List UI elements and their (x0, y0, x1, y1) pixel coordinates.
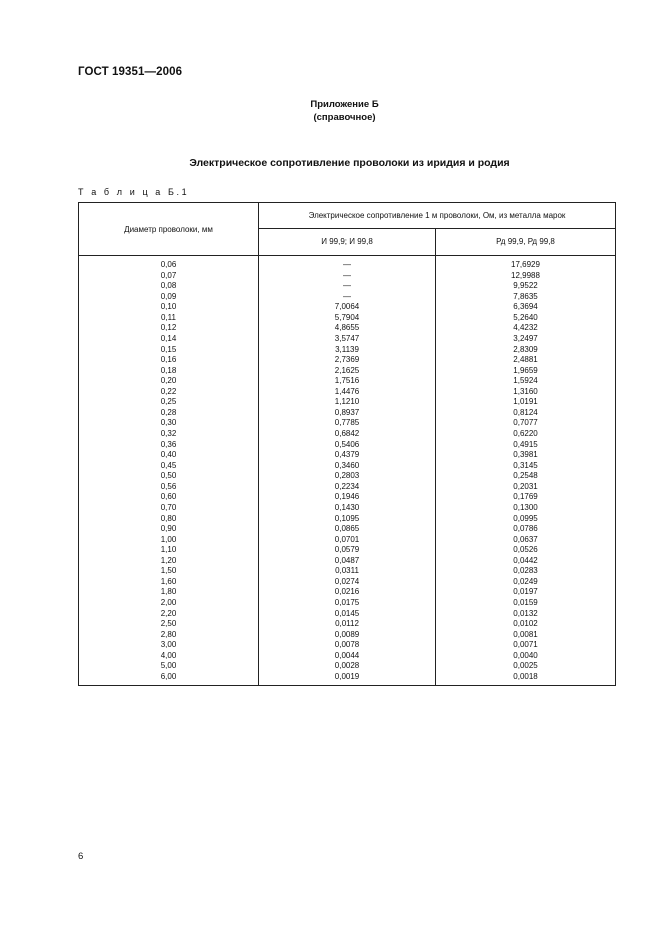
cell-diameter: 0,12 (79, 323, 259, 334)
cell-rhodium-resistance: 1,3160 (436, 387, 616, 398)
table-row (79, 587, 616, 598)
table-row (79, 302, 616, 313)
cell-iridium-resistance: 0,8937 (259, 408, 436, 419)
appendix-title: Приложение Б (310, 99, 379, 110)
cell-diameter: 1,10 (79, 545, 259, 556)
cell-rhodium-resistance: 0,0283 (436, 566, 616, 577)
cell-iridium-resistance: 0,0044 (259, 651, 436, 662)
cell-rhodium-resistance: 0,0040 (436, 651, 616, 662)
cell-diameter: 0,09 (79, 292, 259, 303)
cell-rhodium-resistance: 0,7077 (436, 418, 616, 429)
cell-iridium-resistance: — (259, 281, 436, 292)
cell-iridium-resistance: 3,1139 (259, 345, 436, 356)
cell-rhodium-resistance: 0,0102 (436, 619, 616, 630)
cell-diameter: 0,18 (79, 366, 259, 377)
cell-iridium-resistance: 0,0175 (259, 598, 436, 609)
cell-iridium-resistance: 0,1946 (259, 492, 436, 503)
cell-iridium-resistance: 0,0089 (259, 630, 436, 641)
cell-diameter: 0,07 (79, 271, 259, 282)
cell-diameter: 0,32 (79, 429, 259, 440)
document-title (0, 157, 661, 169)
cell-iridium-resistance: 0,0311 (259, 566, 436, 577)
cell-diameter: 5,00 (79, 661, 259, 672)
table-row (79, 672, 616, 685)
cell-diameter: 0,14 (79, 334, 259, 345)
cell-iridium-resistance: 4,8655 (259, 323, 436, 334)
cell-rhodium-resistance: 0,0786 (436, 524, 616, 535)
header-resistance-group: Электрическое сопротивление 1 м проволоки, Ом, из металла марок (259, 203, 616, 229)
cell-rhodium-resistance: 0,0995 (436, 514, 616, 525)
table-row (79, 408, 616, 419)
cell-rhodium-resistance: 0,0526 (436, 545, 616, 556)
cell-iridium-resistance: 1,7516 (259, 376, 436, 387)
cell-iridium-resistance: 0,0579 (259, 545, 436, 556)
table-row (79, 566, 616, 577)
cell-diameter: 0,80 (79, 514, 259, 525)
cell-rhodium-resistance: 0,0132 (436, 609, 616, 620)
cell-diameter: 0,22 (79, 387, 259, 398)
table-row (79, 397, 616, 408)
cell-rhodium-resistance: 5,2640 (436, 313, 616, 324)
table-row (79, 577, 616, 588)
cell-diameter: 1,20 (79, 556, 259, 567)
cell-rhodium-resistance: 7,8635 (436, 292, 616, 303)
cell-iridium-resistance: 5,7904 (259, 313, 436, 324)
cell-diameter: 1,50 (79, 566, 259, 577)
document-title-text: Электрическое сопротивление проволоки из иридия и родия (189, 157, 510, 169)
cell-diameter: 3,00 (79, 640, 259, 651)
table-row (79, 450, 616, 461)
cell-diameter: 0,28 (79, 408, 259, 419)
page-number: 6 (78, 851, 84, 862)
table-row (79, 661, 616, 672)
cell-rhodium-resistance: 0,0081 (436, 630, 616, 641)
cell-iridium-resistance: 0,0028 (259, 661, 436, 672)
cell-diameter: 0,36 (79, 440, 259, 451)
cell-rhodium-resistance: 0,0442 (436, 556, 616, 567)
table-row (79, 598, 616, 609)
cell-diameter: 0,10 (79, 302, 259, 313)
table-row (79, 313, 616, 324)
cell-diameter: 0,60 (79, 492, 259, 503)
header-iridium: И 99,9; И 99,8 (259, 228, 436, 255)
table-row (79, 355, 616, 366)
cell-iridium-resistance: 1,1210 (259, 397, 436, 408)
cell-rhodium-resistance: 0,1769 (436, 492, 616, 503)
cell-diameter: 2,00 (79, 598, 259, 609)
cell-diameter: 6,00 (79, 672, 259, 685)
header-rhodium: Рд 99,9, Рд 99,8 (436, 228, 616, 255)
cell-rhodium-resistance: 0,3145 (436, 461, 616, 472)
cell-rhodium-resistance: 4,4232 (436, 323, 616, 334)
table-row (79, 524, 616, 535)
table-row (79, 471, 616, 482)
cell-diameter: 4,00 (79, 651, 259, 662)
table-row (79, 334, 616, 345)
table-row (79, 292, 616, 303)
cell-iridium-resistance: 0,0865 (259, 524, 436, 535)
cell-diameter: 0,50 (79, 471, 259, 482)
table-row (79, 545, 616, 556)
cell-iridium-resistance: 7,0064 (259, 302, 436, 313)
table-row (79, 461, 616, 472)
cell-rhodium-resistance: 2,8309 (436, 345, 616, 356)
header-diameter: Диаметр проволоки, мм (79, 203, 259, 256)
cell-iridium-resistance: 0,7785 (259, 418, 436, 429)
cell-iridium-resistance: 0,0701 (259, 535, 436, 546)
table-row (79, 619, 616, 630)
standard-number: ГОСТ 19351—2006 (78, 66, 183, 78)
cell-rhodium-resistance: 0,0159 (436, 598, 616, 609)
cell-iridium-resistance: 0,3460 (259, 461, 436, 472)
cell-diameter: 0,25 (79, 397, 259, 408)
cell-rhodium-resistance: 0,0018 (436, 672, 616, 685)
cell-diameter: 0,16 (79, 355, 259, 366)
table-row (79, 492, 616, 503)
cell-rhodium-resistance: 0,8124 (436, 408, 616, 419)
cell-iridium-resistance: 0,5406 (259, 440, 436, 451)
cell-diameter: 0,70 (79, 503, 259, 514)
appendix-note: (справочное) (313, 112, 376, 123)
cell-rhodium-resistance: 0,0197 (436, 587, 616, 598)
cell-rhodium-resistance: 2,4881 (436, 355, 616, 366)
cell-rhodium-resistance: 1,5924 (436, 376, 616, 387)
cell-rhodium-resistance: 0,0637 (436, 535, 616, 546)
cell-diameter: 0,30 (79, 418, 259, 429)
table-row (79, 271, 616, 282)
cell-diameter: 2,50 (79, 619, 259, 630)
cell-rhodium-resistance: 3,2497 (436, 334, 616, 345)
appendix-heading (0, 98, 661, 124)
cell-iridium-resistance: 0,0274 (259, 577, 436, 588)
resistance-table (78, 202, 616, 686)
cell-rhodium-resistance: 0,0025 (436, 661, 616, 672)
table-row (79, 482, 616, 493)
table-row (79, 630, 616, 641)
table-label: Т а б л и ц а Б.1 (78, 187, 190, 197)
cell-iridium-resistance: 0,4379 (259, 450, 436, 461)
cell-iridium-resistance: — (259, 292, 436, 303)
cell-diameter: 0,45 (79, 461, 259, 472)
table-row (79, 345, 616, 356)
table-row (79, 429, 616, 440)
cell-iridium-resistance: 0,0216 (259, 587, 436, 598)
cell-rhodium-resistance: 1,0191 (436, 397, 616, 408)
cell-rhodium-resistance: 12,9988 (436, 271, 616, 282)
table-row (79, 503, 616, 514)
cell-rhodium-resistance: 9,9522 (436, 281, 616, 292)
cell-rhodium-resistance: 0,1300 (436, 503, 616, 514)
table-row (79, 376, 616, 387)
table-row (79, 609, 616, 620)
cell-iridium-resistance: 0,0112 (259, 619, 436, 630)
table-row (79, 418, 616, 429)
cell-rhodium-resistance: 0,3981 (436, 450, 616, 461)
table-row (79, 256, 616, 271)
cell-diameter: 0,90 (79, 524, 259, 535)
cell-iridium-resistance: 0,2234 (259, 482, 436, 493)
cell-rhodium-resistance: 0,0071 (436, 640, 616, 651)
table-row (79, 514, 616, 525)
cell-iridium-resistance: 0,0487 (259, 556, 436, 567)
cell-diameter: 0,56 (79, 482, 259, 493)
cell-diameter: 1,80 (79, 587, 259, 598)
cell-rhodium-resistance: 1,9659 (436, 366, 616, 377)
cell-diameter: 0,40 (79, 450, 259, 461)
table-row (79, 640, 616, 651)
cell-rhodium-resistance: 0,4915 (436, 440, 616, 451)
table-row (79, 387, 616, 398)
cell-rhodium-resistance: 0,2031 (436, 482, 616, 493)
cell-iridium-resistance: 0,1095 (259, 514, 436, 525)
cell-iridium-resistance: 1,4476 (259, 387, 436, 398)
cell-iridium-resistance: 0,2803 (259, 471, 436, 482)
cell-iridium-resistance: — (259, 256, 436, 271)
cell-diameter: 0,15 (79, 345, 259, 356)
cell-diameter: 0,06 (79, 256, 259, 271)
cell-rhodium-resistance: 17,6929 (436, 256, 616, 271)
cell-diameter: 2,80 (79, 630, 259, 641)
cell-iridium-resistance: 0,0145 (259, 609, 436, 620)
table-row (79, 651, 616, 662)
table-row (79, 535, 616, 546)
cell-rhodium-resistance: 6,3694 (436, 302, 616, 313)
cell-iridium-resistance: 0,1430 (259, 503, 436, 514)
cell-iridium-resistance: 0,0019 (259, 672, 436, 685)
table-row (79, 440, 616, 451)
table-row (79, 366, 616, 377)
cell-diameter: 0,08 (79, 281, 259, 292)
cell-diameter: 1,60 (79, 577, 259, 588)
cell-diameter: 1,00 (79, 535, 259, 546)
table-row (79, 323, 616, 334)
cell-iridium-resistance: 0,6842 (259, 429, 436, 440)
cell-diameter: 0,11 (79, 313, 259, 324)
cell-rhodium-resistance: 0,2548 (436, 471, 616, 482)
cell-iridium-resistance: 2,1625 (259, 366, 436, 377)
cell-iridium-resistance: 2,7369 (259, 355, 436, 366)
cell-iridium-resistance: 3,5747 (259, 334, 436, 345)
cell-rhodium-resistance: 0,6220 (436, 429, 616, 440)
cell-rhodium-resistance: 0,0249 (436, 577, 616, 588)
table-row (79, 556, 616, 567)
table-row (79, 281, 616, 292)
cell-diameter: 2,20 (79, 609, 259, 620)
cell-iridium-resistance: — (259, 271, 436, 282)
cell-diameter: 0,20 (79, 376, 259, 387)
table-body (79, 256, 616, 686)
cell-iridium-resistance: 0,0078 (259, 640, 436, 651)
